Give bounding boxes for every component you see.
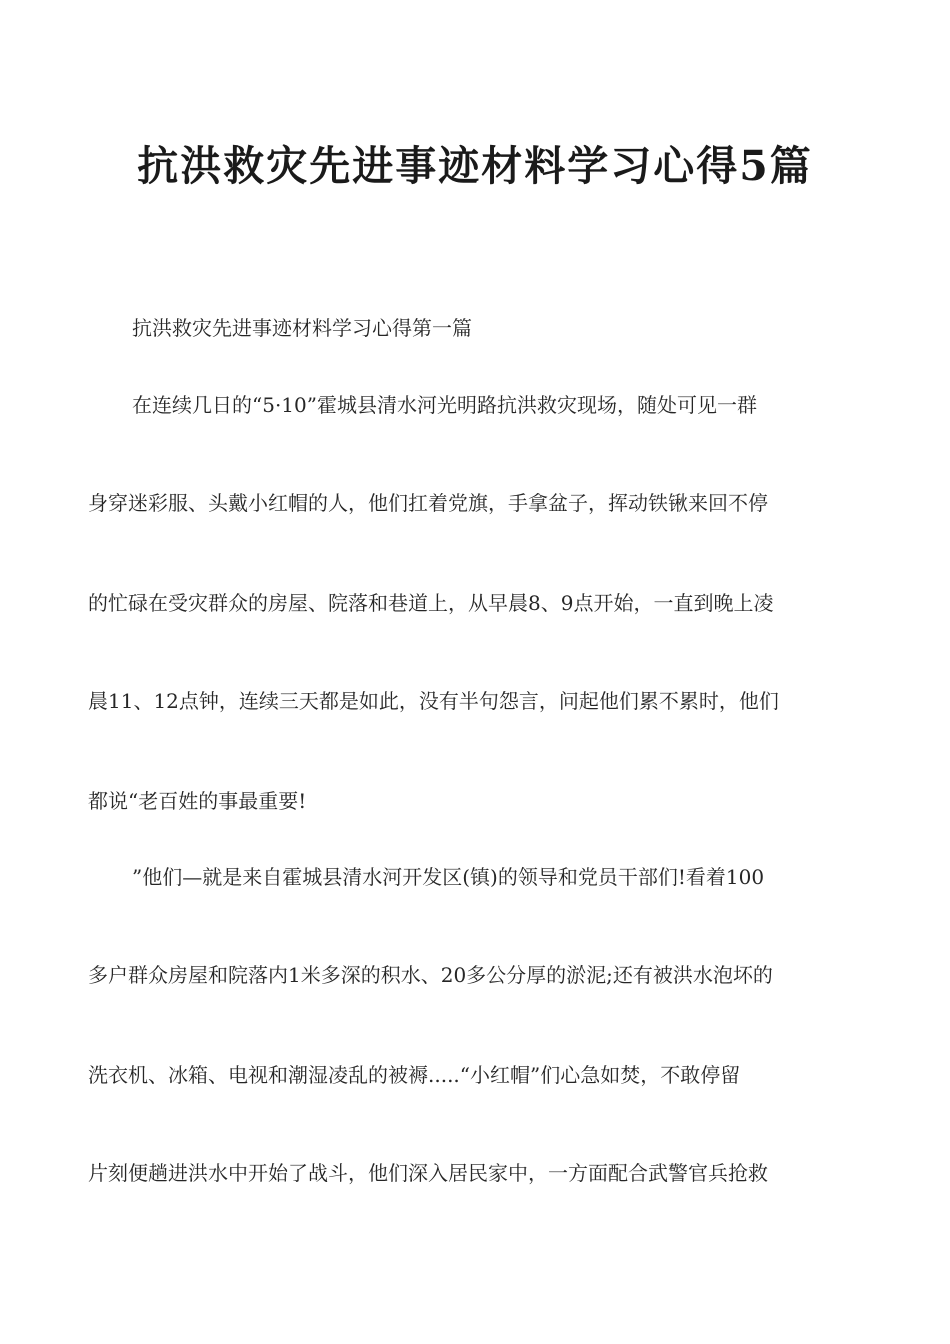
document-title: 抗洪救灾先进事迹材料学习心得5篇 <box>137 142 813 190</box>
paragraph-line: 晨11、12点钟，连续三天都是如此，没有半句怨言，问起他们累不累时，他们 <box>88 689 779 713</box>
paragraph-line: 身穿迷彩服、头戴小红帽的人，他们扛着党旗，手拿盆子，挥动铁锹来回不停 <box>88 491 768 515</box>
paragraph-line: 多户群众房屋和院落内1米多深的积水、20多公分厚的淤泥;还有被洪水泡坏的 <box>88 963 773 987</box>
paragraph-line: ”他们—就是来自霍城县清水河开发区(镇)的领导和党员干部们!看着100 <box>132 865 765 889</box>
paragraph-line: 都说“老百姓的事最重要! <box>88 789 307 813</box>
section-heading: 抗洪救灾先进事迹材料学习心得第一篇 <box>132 316 472 340</box>
paragraph-line: 在连续几日的“5·10”霍城县清水河光明路抗洪救灾现场，随处可见一群 <box>132 393 757 417</box>
paragraph-line: 洗衣机、冰箱、电视和潮湿凌乱的被褥.....“小红帽”们心急如焚，不敢停留 <box>88 1063 741 1087</box>
paragraph-line: 的忙碌在受灾群众的房屋、院落和巷道上，从早晨8、9点开始，一直到晚上凌 <box>88 591 774 615</box>
paragraph-line: 片刻便趟进洪水中开始了战斗，他们深入居民家中，一方面配合武警官兵抢救 <box>88 1161 768 1185</box>
